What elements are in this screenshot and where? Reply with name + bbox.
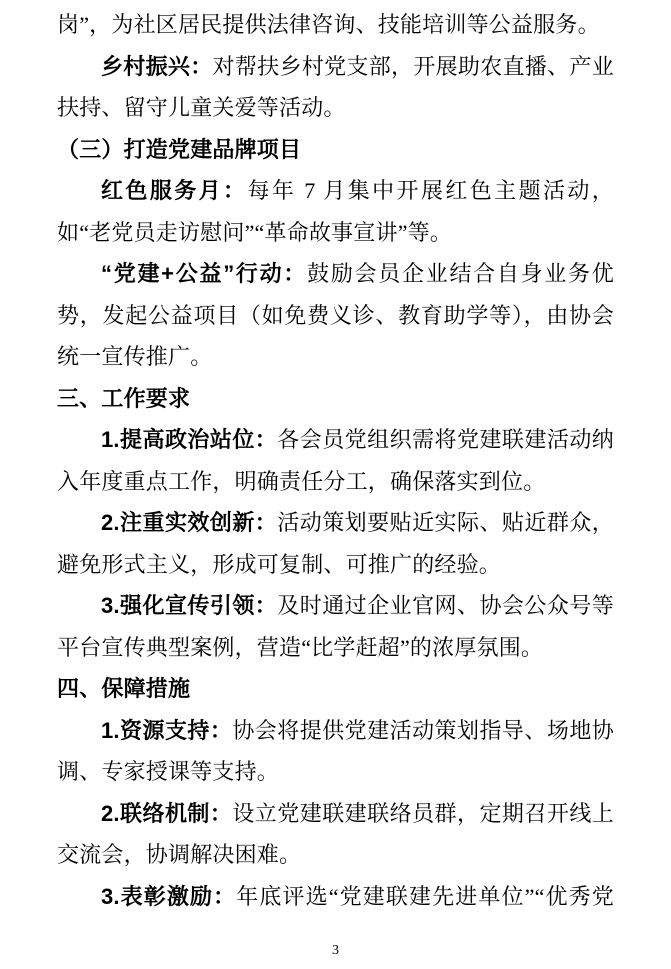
paragraph-text: 及时通过企业官网、协会公众号等平台宣传典型案例，营造“比学赶超”的浓厚氛围。 xyxy=(57,593,614,660)
paragraph-text: 年底评选“党建联建先进单位”“优秀党 xyxy=(236,883,614,909)
paragraph-text: 活动策划要贴近实际、贴近群众，避免形式主义，形成可复制、可推广的经验。 xyxy=(57,510,614,577)
paragraph-publicity-guidance xyxy=(57,585,614,668)
document-content xyxy=(57,4,614,917)
paragraph-text: 对帮扶乡村党支部，开展助农直播、产业扶持、留守儿童关爱等活动。 xyxy=(57,53,614,120)
heading-text: （三）打造党建品牌项目 xyxy=(57,136,302,162)
paragraph-rural-revitalization xyxy=(57,46,614,129)
paragraph-liaison-mechanism xyxy=(57,793,614,876)
paragraph-party-building-charity-action xyxy=(57,253,614,378)
paragraph-resource-support xyxy=(57,710,614,793)
heading-section-3-brand-projects xyxy=(57,129,614,171)
paragraph-political-positioning xyxy=(57,419,614,502)
paragraph-commendation-incentive xyxy=(57,876,614,918)
paragraph-lead: 2.注重实效创新： xyxy=(101,510,278,535)
paragraph-lead: 1.提高政治站位： xyxy=(101,427,278,452)
paragraph-lead: 2.联络机制： xyxy=(101,800,233,826)
paragraph-lead: 红色服务月： xyxy=(101,178,248,203)
heading-part-4-safeguard-measures xyxy=(57,668,614,710)
heading-text: 三、工作要求 xyxy=(57,385,191,411)
heading-part-3-work-requirements xyxy=(57,378,614,420)
paragraph-lead: 乡村振兴： xyxy=(101,53,213,79)
heading-text: 四、保障措施 xyxy=(57,676,191,701)
paragraph-text: 设立党建联建联络员群，定期召开线上交流会，协调解决困难。 xyxy=(57,800,614,867)
paragraph-lead: “党建+公益”行动： xyxy=(101,261,308,286)
page-number: 3 xyxy=(332,943,339,958)
paragraph-red-service-month xyxy=(57,170,614,253)
paragraph-practical-innovation xyxy=(57,502,614,585)
paragraph-text: 各会员党组织需将党建联建活动纳入年度重点工作，明确责任分工，确保落实到位。 xyxy=(57,427,614,494)
paragraph-text: 鼓励会员企业结合自身业务优势，发起公益项目（如免费义诊、教育助学等），由协会统一宣传推广。 xyxy=(57,261,614,369)
paragraph-text: 协会将提供党建活动策划指导、场地协调、专家授课等支持。 xyxy=(57,717,614,784)
paragraph-lead: 3.表彰激励： xyxy=(101,883,237,909)
paragraph-lead: 3.强化宣传引领： xyxy=(101,593,278,618)
paragraph-text: 每年 7 月集中开展红色主题活动，如“老党员走访慰问”“革命故事宣讲”等。 xyxy=(57,178,615,245)
paragraph-community-service-continuation xyxy=(57,4,614,46)
paragraph-lead: 1.资源支持： xyxy=(101,717,233,743)
paragraph-text: 岗”，为社区居民提供法律咨询、技能培训等公益服务。 xyxy=(57,12,600,37)
